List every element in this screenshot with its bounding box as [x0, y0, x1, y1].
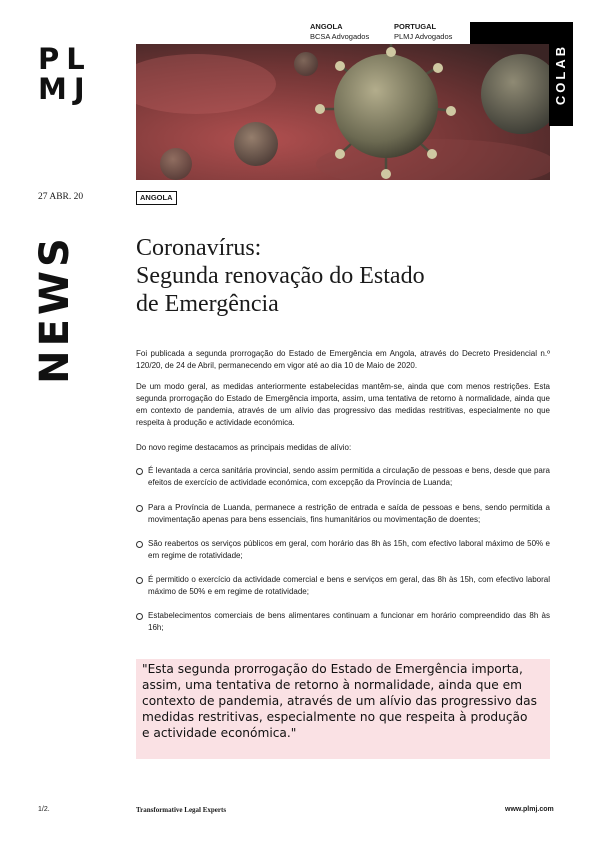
list-item-text: É permitido o exercício da actividade comercial e bens e serviços em geral, das 8h às 15h, com efectivo laboral máximo de 50% e em regime de rotatividade;: [148, 575, 550, 596]
publish-date: 27 ABR. 20: [38, 192, 84, 202]
office-angola: [310, 22, 369, 42]
bullet-circle-icon: [136, 613, 143, 620]
list-item: [136, 538, 550, 562]
list-item: [136, 502, 550, 526]
pull-quote: "Esta segunda prorrogação do Estado de Emergência importa, assim, uma tentativa de retorno à normalidade, ainda que em contexto de pandemia, através de um alívio das progressivo das medidas restritivas, especialmente no que respeita à produção e actividade económica.": [142, 662, 537, 740]
office-firm: BCSA Advogados: [310, 32, 370, 41]
country-tag: ANGOLA: [136, 191, 177, 205]
title-line-3: de Emergência: [136, 291, 279, 317]
bullet-circle-icon: [136, 468, 143, 475]
paragraph-intro: Foi publicada a segunda prorrogação do Estado de Emergência em Angola, através do Decreto Presidencial n.º 120/20, de 24 de Abril, permanecendo em vigor até ao dia 10 de Maio de 2020.: [136, 349, 550, 370]
title-line-2: Segunda renovação do Estado: [136, 263, 425, 289]
section-label-wrap: [32, 234, 79, 384]
list-item-text: Para a Província de Luanda, permanece a restrição de entrada e saída de pessoas e bens, sendo permitida a movimentação apenas para bens essenciais, fins humanitários ou movimentação de doentes;: [148, 503, 550, 524]
list-item-text: É levantada a cerca sanitária provincial, sendo assim permitida a circulação de pessoas e bens, desde que para efeitos de exercício de actividade económica, com excepção da Província de Luanda;: [148, 466, 550, 487]
office-portugal: [394, 22, 452, 42]
article-title: [136, 234, 536, 318]
colab-label: COLAB: [553, 43, 569, 105]
section-label: NEWS: [32, 234, 79, 384]
office-firm: PLMJ Advogados: [394, 32, 453, 41]
coronavirus-illustration: [136, 44, 550, 180]
list-item: [136, 465, 550, 489]
list-item-text: São reabertos os serviços públicos em geral, com horário das 8h às 15h, com efectivo laboral máximo de 50% e em regime de rotatividade;: [148, 539, 550, 560]
footer-url-link[interactable]: www.plmj.com: [505, 806, 554, 813]
bullet-circle-icon: [136, 505, 143, 512]
colab-tab: [470, 22, 550, 44]
list-item: [136, 574, 550, 598]
plmj-logo: [38, 44, 100, 104]
hero-image: [136, 44, 550, 180]
list-item: [136, 610, 550, 634]
bullet-circle-icon: [136, 541, 143, 548]
paragraph-summary: De um modo geral, as medidas anteriormente estabelecidas mantêm-se, ainda que com menos restrições. Esta segunda prorrogação do Estado de Emergência importa, assim, uma tentativa de retorno à normalidade, ainda que em contexto de pandemia, através de um alívio das progressivo das medidas restritivas, especialmente no que respeita à produção e actividade económica.: [136, 382, 550, 427]
colab-label-wrap: [549, 22, 573, 126]
office-country: ANGOLA: [310, 22, 343, 31]
bullet-circle-icon: [136, 577, 143, 584]
title-line-1: Coronavírus:: [136, 235, 262, 261]
paragraph-lead-in: Do novo regime destacamos as principais medidas de alívio:: [136, 443, 352, 452]
page-number: 1/2.: [38, 806, 50, 813]
footer-tagline: Transformative Legal Experts: [136, 806, 227, 814]
office-country: PORTUGAL: [394, 22, 437, 31]
logo-line-1: PL: [38, 42, 92, 76]
logo-line-2: MJ: [38, 72, 92, 106]
list-item-text: Estabelecimentos comerciais de bens alimentares continuam a funcionar em horário compreendido das 8h às 16h;: [148, 611, 550, 632]
